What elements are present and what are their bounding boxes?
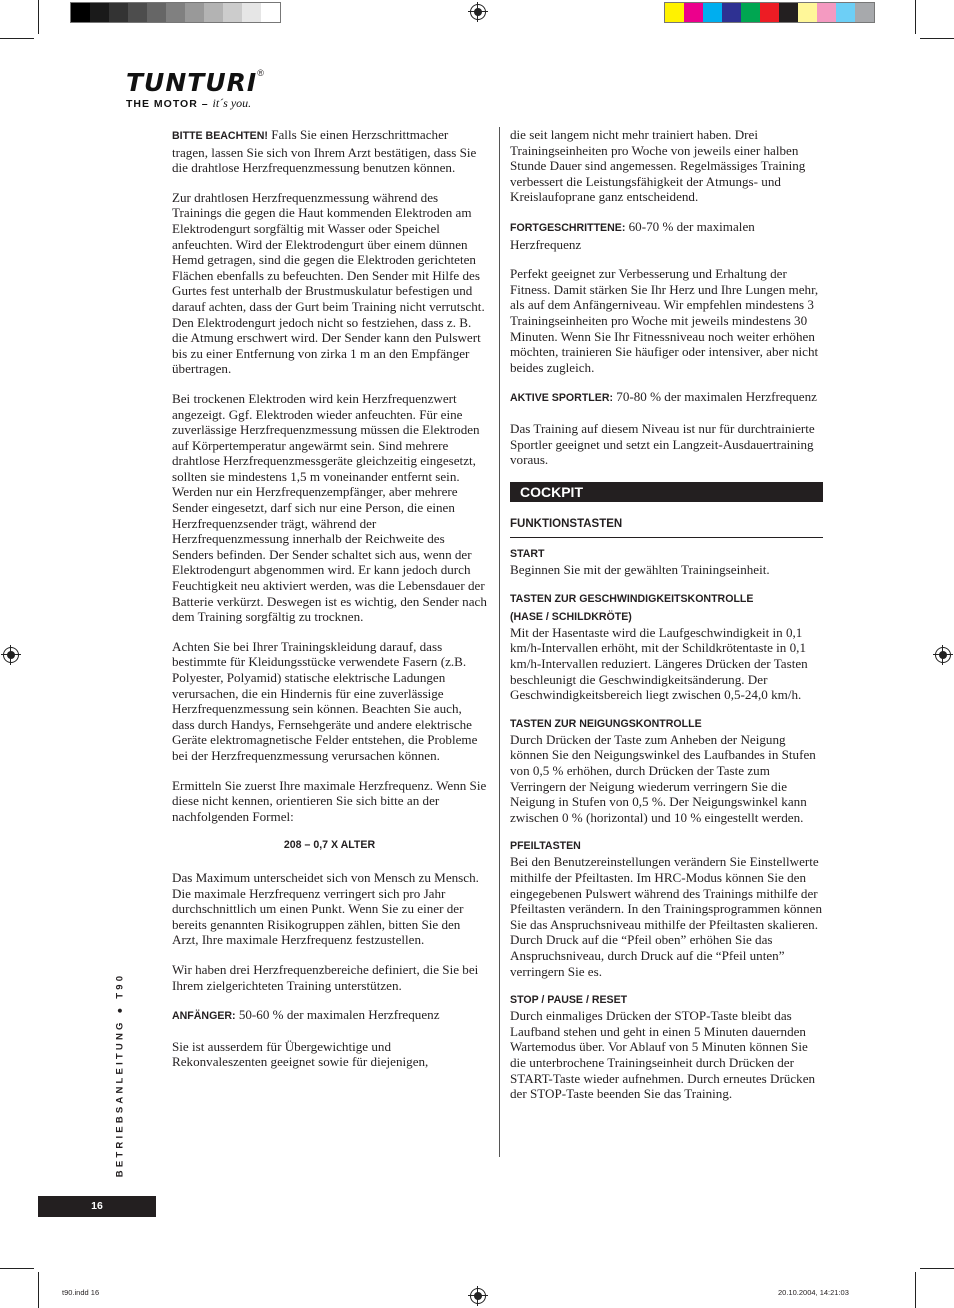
color-swatch xyxy=(741,3,760,22)
color-swatch xyxy=(836,3,855,22)
arrow-keys-section: PFEILTASTEN Bei den Benutzereinstellungen verändern Sie Einstellwerte mithilfe der Pfeiltasten. Im HRC-Modus können Sie den eingegebenen Pulswert während des Trainings mithilfe der Pfeiltasten verändern. In den Trainingsprogrammen können Sie das Anspruchsniveau mithilfe der Pfeiltasten skalieren. Durch Druck auf die “Pfeil oben” erhöhen Sie das Anspruchsniveau, durch Druck auf die “Pfeil unten” verringern Sie es. xyxy=(510,840,822,979)
athlete-zone: AKTIVE SPORTLER: 70-80 % der maximalen Herzfrequenz xyxy=(510,389,817,405)
manual-sidebar-label: BETRIEBSANLEITUNG ● T90 xyxy=(114,972,126,1178)
cockpit-heading: COCKPIT xyxy=(510,482,823,502)
paragraph: die seit langem nicht mehr trainiert haben. Drei Trainingseinheiten pro Woche von jeweils einer halben Stunde Dauer sind angemessen. Regelmässiges Training verbessert die Leistungsfähigkeit der Atmungs- und Kreislaufoргane ganz entscheidend. xyxy=(510,127,806,205)
process-color-bar xyxy=(664,2,875,23)
color-swatch xyxy=(261,3,280,22)
function-keys-heading: FUNKTIONSTASTEN xyxy=(510,517,823,539)
print-timestamp: 20.10.2004, 14:21:03 xyxy=(778,1288,849,1297)
pacemaker-warning: BITTE BEACHTEN! Falls Sie einen Herzschrittmacher tragen, lassen Sie sich von Ihrem Arzt bestätigen, dass Sie die drahtlose Herzfrequenzmessung benutzen können. xyxy=(172,127,477,176)
color-swatch xyxy=(684,3,703,22)
color-swatch xyxy=(166,3,185,22)
left-column xyxy=(172,127,487,1084)
color-swatch xyxy=(703,3,722,22)
crop-mark xyxy=(0,1268,34,1269)
incline-keys-section: TASTEN ZUR NEIGUNGSKONTROLLE Durch Drücken der Taste zum Anheben der Neigung können Sie den Neigungswinkel des Laufbandes in Stufen von 0,5 % erhöhen, durch Drücken der Taste zum Verringern der Neigung wiederum verringern Sie die Neigung in Stufen von 0,5 %. Der Neigungswinkel kann zwischen 0 % (horizontal) und 10 % eingestellt werden. xyxy=(510,717,816,825)
brand-logo xyxy=(126,68,264,111)
brand-name: TUNTURI xyxy=(126,68,258,97)
crop-mark xyxy=(915,0,916,34)
crop-mark xyxy=(920,38,954,39)
color-swatch xyxy=(147,3,166,22)
color-swatch xyxy=(90,3,109,22)
paragraph: Das Training auf diesem Niveau ist nur für durchtrainierte Sportler geeignet und setzt ein Langzeit-Ausdauertraining voraus. xyxy=(510,420,815,468)
color-swatch xyxy=(223,3,242,22)
beginner-zone: ANFÄNGER: 50-60 % der maximalen Herzfrequenz xyxy=(172,1007,440,1023)
paragraph: Das Maximum unterscheidet sich von Mensch zu Mensch. Die maximale Herzfrequenz verringert sich pro Jahr durchschnittlich um einen Punkt. Wenn Sie zu einer der bereits genannten Risikogruppen zählen, bitten Sie den Arzt, Ihre maximale Herzfrequenz festzustellen. xyxy=(172,869,479,948)
color-swatch xyxy=(242,3,261,22)
crop-mark xyxy=(915,1272,916,1308)
color-swatch xyxy=(760,3,779,22)
paragraph: Sie ist ausserdem für Übergewichtige und Rekonvaleszenten geeignet sowie für diejenigen, xyxy=(172,1038,429,1070)
crop-mark xyxy=(38,1272,39,1308)
advanced-zone: FORTGESCHRITTENE: 60-70 % der maximalen Herzfrequenz xyxy=(510,218,755,252)
registered-mark: ® xyxy=(257,68,264,78)
page-number: 16 xyxy=(38,1196,156,1217)
stop-keys-section: STOP / PAUSE / RESET Durch einmaliges Drücken der STOP-Taste bleibt das Laufband stehen und geht in einen 5 Minuten dauernden Wartemodus über. Vor Ablauf von 5 Minuten können Sie die unterbrochene Trainingseinheit durch Drücken der START-Taste wieder aufnehmen. Durch erneutes Drücken der STOP-Taste beenden Sie das Training. xyxy=(510,994,816,1102)
color-swatch xyxy=(128,3,147,22)
color-swatch xyxy=(817,3,836,22)
crop-mark xyxy=(38,0,39,34)
color-swatch xyxy=(185,3,204,22)
paragraph: Bei trockenen Elektroden wird kein Herzfrequenzwert angezeigt. Ggf. Elektroden wieder anfeuchten. Für eine zuverlässige Herzfrequenzmessung müssen die Elektroden auf Körpertemperatur angewärmt sein. Sind mehrere drahtlose Herzfrequenzmessgeräte gleichzeitig eingesetzt, sollten sie mindestens 1,5 m voneinander entfernt sein. Werden nur ein Herzfrequenzempfänger, aber mehrere Sender eingesetzt, darf sich nur eine Person, die einen Herzfrequenzsender trägt, während der Herzfrequenzmessung innerhalb der Reichweite des Senders befinden. Der Sender schaltet sich aus, wenn der Elektrodengurt abgenommen wird. Er kann jedoch durch Feuchtigkeit neu aktiviert werden, was die Lebensdauer der Batterie verkürzt. Deswegen ist es wichtig, den Sender nach dem Training sorgfältig zu trocknen. xyxy=(172,390,487,625)
registration-mark-icon xyxy=(935,647,951,663)
tagline-prefix: THE MOTOR – xyxy=(126,98,209,110)
registration-mark-icon xyxy=(470,1288,486,1304)
column-divider xyxy=(499,127,500,1157)
color-swatch xyxy=(779,3,798,22)
color-swatch xyxy=(722,3,741,22)
color-swatch xyxy=(665,3,684,22)
color-swatch xyxy=(204,3,223,22)
crop-mark xyxy=(920,1268,954,1269)
crop-mark xyxy=(0,38,34,39)
start-section: START Beginnen Sie mit der gewählten Trainingseinheit. xyxy=(510,548,770,578)
paragraph: Zur drahtlosen Herzfrequenzmessung während des Trainings die gegen die Haut kommenden Elektroden am Elektrodengurt sorgfältig mit Wasser oder Speichel anfeuchten. Wird der Elektrodengurt über einem dünnen Hemd getragen, sind die gegen die Elektroden gerichteten Flächen ebenfalls zu befeuchten. Den Sender mit Hilfe des Gurtes fest unterhalb der Brustmuskulatur befestigen und darauf achten, dass der Gurt beim Training nicht verrutscht. Den Elektrodengurt jedoch nicht so festziehen, dass z. B. die Atmung erschwert wird. Der Sender kann den Pulswert bis zu einer Entfernung von zirka 1 m an den Empfänger übertragen. xyxy=(172,189,485,377)
paragraph: Wir haben drei Herzfrequenzbereiche definiert, die Sie bei Ihrem zielgerichteten Training unterstützen. xyxy=(172,961,479,993)
registration-mark-icon xyxy=(3,647,19,663)
right-column xyxy=(510,127,823,1116)
registration-mark-icon xyxy=(470,4,486,20)
paragraph: Achten Sie bei Ihrer Trainingskleidung darauf, dass bestimmte für Kleidungsstücke verwendete Fasern (z.B. Polyester, Polyamid) statische elektrische Ladungen verursachen, die ein Hindernis für eine zuverlässige Herzfrequenzmessung sein können. Beachten Sie auch, dass durch Handys, Fernsehgeräte und andere elektrische Geräte elektromagnetische Felder entstehen, die Probleme bei der Herzfrequenzmessung verursachen können. xyxy=(172,638,478,763)
paragraph: Ermitteln Sie zuerst Ihre maximale Herzfrequenz. Wenn Sie diese nicht kennen, orientieren Sie sich bitte an der nachfolgenden Formel: xyxy=(172,777,487,824)
formula: 208 – 0,7 X ALTER xyxy=(283,839,376,852)
tagline-suffix: it´s you. xyxy=(212,96,252,110)
speed-keys-section: TASTEN ZUR GESCHWINDIGKEITSKONTROLLE (HASE / SCHILDKRÖTE) Mit der Hasentaste wird die Laufgeschwindigkeit in 0,1 km/h-Intervallen erhöht, mit der Schildkrötentaste in 0,1 km/h-Intervallen reduziert. Längeres Drücken der Tasten beschleunigt die Geschwindigkeitsänderung. Der Geschwindigkeitsbereich liegt zwischen 0,5-24,0 km/h. xyxy=(510,592,808,703)
color-swatch xyxy=(71,3,90,22)
color-swatch xyxy=(798,3,817,22)
paragraph: Perfekt geeignet zur Verbesserung und Erhaltung der Fitness. Damit stärken Sie Ihr Herz und Ihre Lungen mehr, als auf dem Anfängerniveau. Wir empfehlen mindestens 3 Trainingseinheiten pro Woche mit jeweils mindestens 30 Minuten. Wenn Sie Ihr Fitnessniveau noch weiter erhöhen möchten, trainieren Sie häufiger oder intensiver, aber nicht beides zugleich. xyxy=(510,266,819,375)
grayscale-color-bar xyxy=(70,2,281,23)
file-slug: t90.indd 16 xyxy=(62,1288,100,1297)
color-swatch xyxy=(855,3,874,22)
color-swatch xyxy=(109,3,128,22)
